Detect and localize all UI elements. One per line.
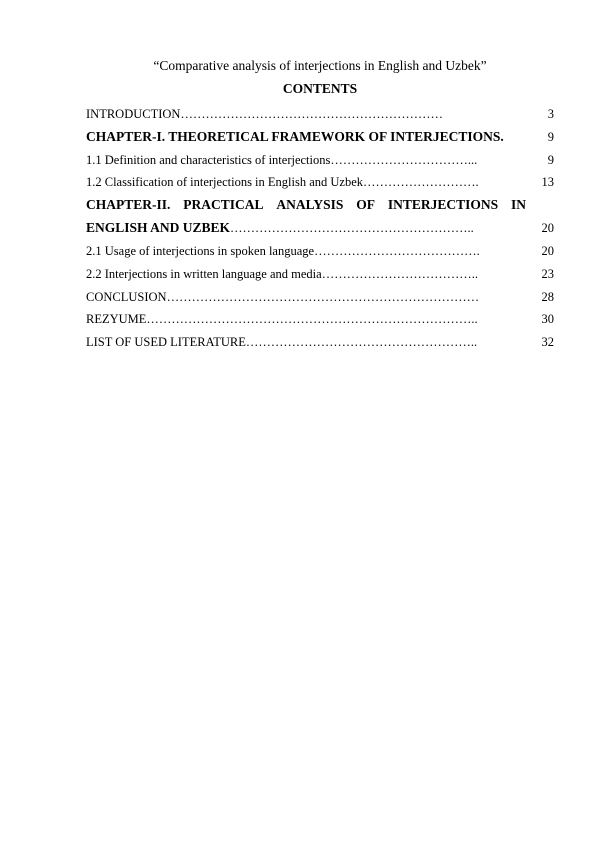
toc-entry-chapter-2-line-2[interactable] [86, 217, 554, 240]
toc-entry-chapter-2-line-1[interactable] [86, 194, 554, 217]
toc-entry-label: ENGLISH AND UZBEK [86, 220, 231, 236]
toc-page-number: 30 [541, 312, 554, 327]
toc-entry-label: INTRODUCTION [86, 107, 181, 121]
toc-entry-section-1-1[interactable] [86, 149, 554, 172]
toc-entry-conclusion[interactable] [86, 286, 554, 309]
toc-page-number: 9 [547, 152, 554, 167]
toc-page-number: 20 [541, 243, 554, 258]
toc-entry-literature[interactable] [86, 331, 554, 354]
toc-page-number: 13 [541, 175, 554, 190]
toc-entry-label: CONCLUSION [86, 289, 167, 304]
toc-page-number: 28 [541, 289, 554, 304]
toc-entry-label: CHAPTER-I. THEORETICAL FRAMEWORK OF INTERJECTIONS. [86, 128, 504, 144]
toc-entry-section-2-1[interactable] [86, 240, 554, 263]
toc-leader-dots: ……………………………... [330, 152, 478, 167]
toc-word: ANALYSIS [276, 197, 344, 213]
toc-word: OF [356, 197, 375, 213]
toc-word: PRACTICAL [183, 197, 264, 213]
toc-entry-introduction[interactable] [86, 103, 554, 126]
toc-word: INTERJECTIONS [387, 197, 499, 213]
toc-leader-dots: ……………………………………………………… [180, 107, 443, 121]
toc-entry-section-1-2[interactable] [86, 171, 554, 194]
toc-entry-section-2-2[interactable] [86, 263, 554, 286]
toc-leader-dots: …………………………………………………………………….. [146, 312, 478, 327]
toc-leader-dots: ………………………………………………….. [230, 221, 474, 236]
toc-page-number: 3 [547, 107, 554, 121]
toc-entry-rezyume[interactable] [86, 308, 554, 331]
toc-entry-label: LIST OF USED LITERATURE [86, 335, 246, 350]
toc-entry-label: 1.1 Definition and characteristics of interjections [86, 152, 331, 167]
toc-page-number: 20 [541, 221, 554, 236]
toc-entry-label: 1.2 Classification of interjections in English and Uzbek [86, 175, 364, 190]
table-of-contents [86, 103, 554, 354]
document-title: “Comparative analysis of interjections in English and Uzbek” [153, 58, 487, 73]
toc-page-number: 23 [541, 266, 554, 281]
toc-leader-dots: …………………………………. [314, 243, 480, 258]
toc-page-number: 32 [541, 335, 554, 350]
contents-heading: CONTENTS [282, 81, 358, 96]
toc-word: CHAPTER-II. [86, 197, 171, 213]
toc-leader-dots: ………………………………………………………………… [166, 289, 480, 304]
toc-entry-chapter-1[interactable] [86, 126, 554, 149]
toc-word: IN [510, 197, 526, 213]
toc-leader-dots: ……………………………….. [321, 266, 478, 281]
toc-entry-label: REZYUME [86, 312, 147, 327]
toc-leader-dots: ……………………………………………….. [245, 335, 478, 350]
toc-leader-dots: ………………………. [363, 175, 479, 190]
toc-entry-label: 2.2 Interjections in written language and media [86, 266, 322, 281]
toc-entry-label: 2.1 Usage of interjections in spoken language [86, 243, 315, 258]
toc-page-number: 9 [547, 129, 554, 144]
